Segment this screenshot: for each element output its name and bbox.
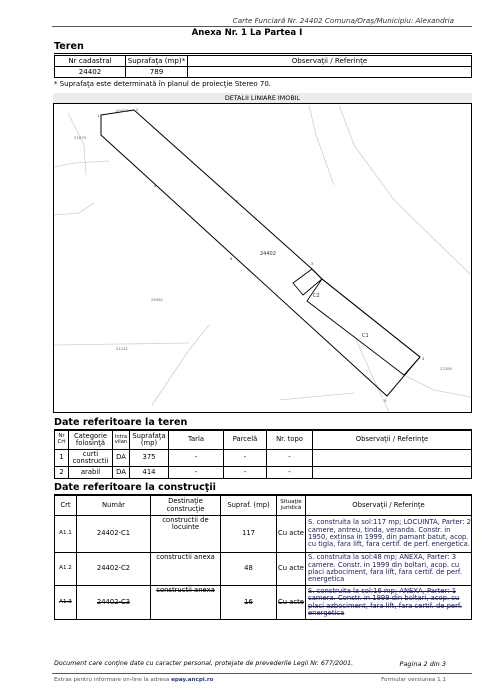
point-5: 5 — [384, 398, 387, 403]
col-observatii-constructii: Observaţii / Referinţe — [306, 496, 472, 516]
col-destinatie: Destinaţie construcţie — [151, 496, 221, 516]
header-title: Carte Funciară Nr. 24402 Comuna/Oraş/Municipiu: Alexandria — [232, 16, 454, 25]
cell-situatie: Cu acte — [277, 553, 306, 586]
label-n-right: 22280 — [440, 366, 453, 371]
cell-suprafata: 16 — [221, 586, 277, 620]
col-situatie: Situaţie juridică — [277, 496, 306, 516]
cell-parcela: - — [224, 450, 267, 467]
teren-heading: Teren — [54, 41, 84, 52]
extract-note — [54, 677, 214, 683]
cell-categorie: arabil — [69, 467, 113, 479]
form-version: Formular versiunea 1.1 — [381, 677, 446, 683]
date-constructii-header-row — [55, 496, 472, 516]
cell-suprafata: 375 — [130, 450, 169, 467]
cell-observatii — [313, 450, 472, 467]
extract-site-link[interactable]: epay.ancpi.ro — [171, 677, 214, 683]
date-constructii-table — [54, 495, 472, 620]
date-teren-table — [54, 430, 472, 479]
col-parcela: Parcelă — [224, 431, 267, 450]
cell-tarla: - — [169, 450, 224, 467]
date-teren-header-row — [55, 431, 472, 450]
cell-categorie: curti constructii — [69, 450, 113, 467]
label-n-top: 20092 — [116, 108, 129, 113]
col-nr-cadastral: Nr cadastral — [55, 56, 126, 67]
parcel-plan — [54, 105, 471, 412]
teren-table — [54, 55, 472, 78]
cell-numar: 24402-C2 — [77, 553, 151, 586]
cell-suprafata: 48 — [221, 553, 277, 586]
col-tarla: Tarla — [169, 431, 224, 450]
col-crt: Crt — [55, 496, 77, 516]
cell-crt: A1.1 — [55, 516, 77, 553]
cell-crt: A1.2 — [55, 553, 77, 586]
label-n-left-low: 21241 — [116, 346, 129, 351]
cell-tarla: - — [169, 467, 224, 479]
cell-intravilan: DA — [113, 467, 130, 479]
point-6: 6 — [230, 256, 233, 261]
plan-title: DETALII LINIARE IMOBIL — [53, 93, 472, 104]
label-c1: C1 — [362, 333, 369, 339]
table-row — [55, 467, 472, 479]
cell-intravilan: DA — [113, 450, 130, 467]
col-supraf: Supraf. (mp) — [221, 496, 277, 516]
col-observatii-teren: Observaţii / Referinţe — [313, 431, 472, 450]
anexa-title: Anexa Nr. 1 La Partea I — [191, 28, 303, 38]
teren-suprafata: 789 — [126, 67, 188, 78]
teren-header-row — [55, 56, 472, 67]
cell-situatie: Cu acte — [277, 586, 306, 620]
col-intravilan: Intra vilan — [113, 431, 130, 450]
cell-destinatie: constructii anexa — [151, 586, 221, 620]
cell-destinatie: constructii anexa — [151, 553, 221, 586]
col-nr-topo: Nr. topo — [267, 431, 313, 450]
label-n-left-top: 21679 — [74, 135, 87, 140]
table-row — [55, 553, 472, 586]
cell-parcela: - — [224, 467, 267, 479]
cell-observatii: S. construita la sol:16 mp; ANEXA, Parter: 1 camera. Constr. in 1999 din boltari, acop. cu placi azbociment, fara lift, fara certif. de perf. energetica — [306, 586, 472, 620]
teren-observatii — [188, 67, 472, 78]
col-suprafata-mp: Suprafaţa (mp) — [130, 431, 169, 450]
col-observatii: Observaţii / Referinţe — [188, 56, 472, 67]
cell-topo: - — [267, 467, 313, 479]
col-categorie: Categorie folosinţă — [69, 431, 113, 450]
cell-numar: 24402-C1 — [77, 516, 151, 553]
date-constructii-heading: Date referitoare la construcţii — [54, 482, 216, 493]
col-suprafata: Suprafaţa (mp)* — [126, 56, 188, 67]
col-nr-crt: Nr Crt — [55, 431, 69, 450]
footer-divider — [52, 673, 472, 674]
cell-destinatie: constructii de locuinte — [151, 516, 221, 553]
teren-row — [55, 67, 472, 78]
cell-suprafata: 117 — [221, 516, 277, 553]
teren-nr-cadastral: 24402 — [55, 67, 126, 78]
neighbor-lines — [54, 105, 471, 412]
building-c2 — [293, 269, 322, 295]
stereo-note: * Suprafaţa este determinată în planul de proiecţie Stereo 70. — [54, 80, 272, 88]
label-c2: C2 — [313, 293, 320, 299]
teren-heading-rule — [54, 53, 472, 54]
point-1: 1 — [97, 113, 100, 118]
extract-prefix: Extras pentru informare on-line la adresa — [54, 677, 170, 683]
cell-numar: 24402-C3 — [77, 586, 151, 620]
cell-situatie: Cu acte — [277, 516, 306, 553]
table-row-struck — [55, 586, 472, 620]
date-teren-heading: Date referitoare la teren — [54, 417, 188, 428]
building-c1 — [307, 279, 420, 375]
col-numar: Număr — [77, 496, 151, 516]
table-row — [55, 450, 472, 467]
point-2: 2 — [136, 107, 139, 112]
cell-suprafata: 414 — [130, 467, 169, 479]
point-4: 4 — [422, 356, 425, 361]
point-3: 3 — [311, 261, 314, 266]
point-7: 7 — [236, 199, 239, 204]
label-parcel: 24402 — [260, 251, 276, 257]
cell-observatii: S. construita la sol:117 mp; LOCUINTA, Parter: 2 camere, antreu, tinda, veranda. Constr. in 1950, extinsa in 1999, din pamant batut, acop. cu tigla, fara lift, fara certif. de perf. energetica. — [306, 516, 472, 553]
personal-data-note: Document care conţine date cu caracter personal, protejate de prevederile Legii Nr. 677/2001. — [54, 660, 354, 667]
point-8: 8 — [154, 183, 157, 188]
cell-observatii: S. construita la sol:48 mp; ANEXA, Parter: 3 camere. Constr. in 1999 din boltari, acop. cu placi azbociment, fara lift, fara certif. de perf. energetica — [306, 553, 472, 586]
table-row — [55, 516, 472, 553]
cell-crt: A1.3 — [55, 586, 77, 620]
cell-nr: 1 — [55, 450, 69, 467]
header-divider — [52, 26, 472, 27]
page-number: Pagina 2 din 3 — [399, 660, 446, 668]
label-n-left-mid: 25561 — [151, 297, 164, 302]
cell-topo: - — [267, 450, 313, 467]
cell-nr: 2 — [55, 467, 69, 479]
cell-observatii — [313, 467, 472, 479]
